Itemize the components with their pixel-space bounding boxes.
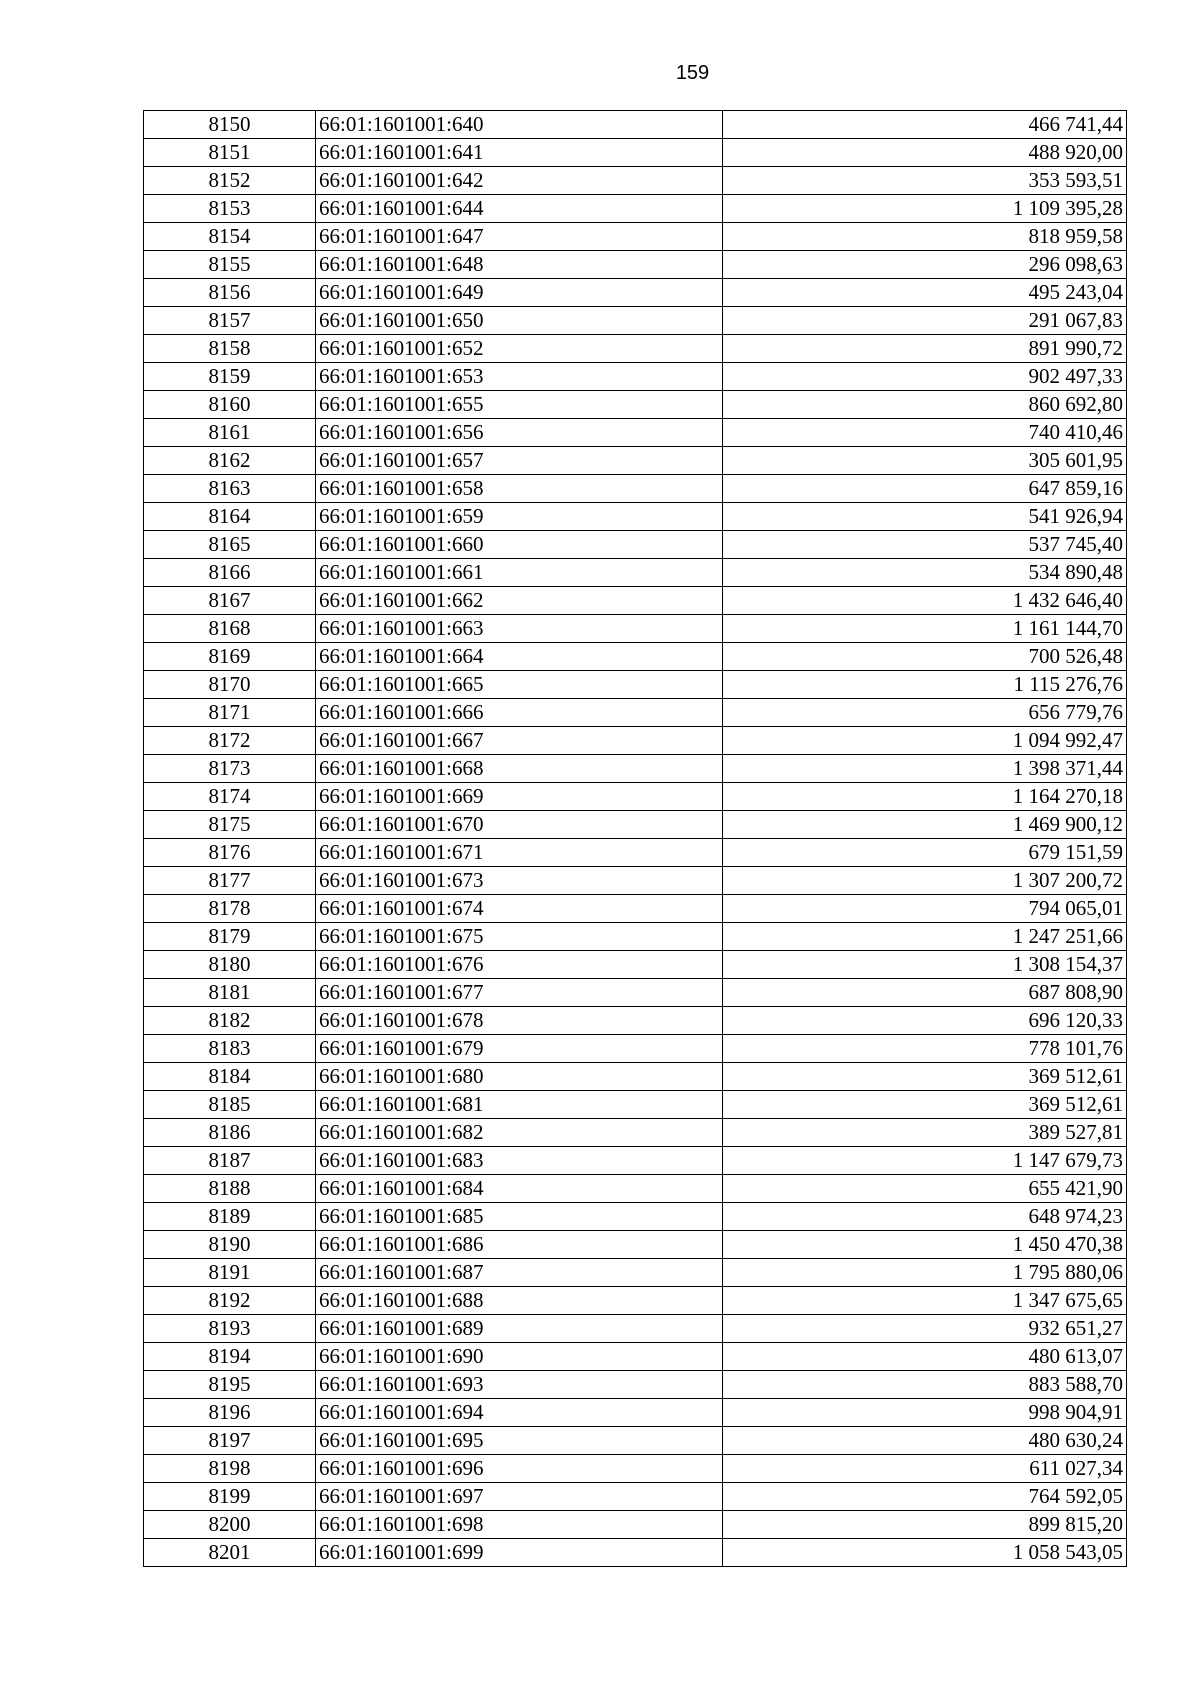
table-row: [144, 1315, 1127, 1343]
cadastral-number-cell: 66:01:1601001:697: [316, 1483, 723, 1511]
cadastral-number-cell: 66:01:1601001:695: [316, 1427, 723, 1455]
cadastral-value-cell: 778 101,76: [723, 1035, 1127, 1063]
row-number-cell: 8182: [144, 1007, 316, 1035]
table-row: [144, 699, 1127, 727]
cadastral-value-cell: 369 512,61: [723, 1063, 1127, 1091]
cadastral-value-cell: 655 421,90: [723, 1175, 1127, 1203]
table-row: [144, 475, 1127, 503]
cadastral-number-cell: 66:01:1601001:662: [316, 587, 723, 615]
row-number-cell: 8178: [144, 895, 316, 923]
table-row: [144, 727, 1127, 755]
table-row: [144, 1035, 1127, 1063]
row-number-cell: 8166: [144, 559, 316, 587]
row-number-cell: 8157: [144, 307, 316, 335]
row-number-cell: 8181: [144, 979, 316, 1007]
row-number-cell: 8155: [144, 251, 316, 279]
cadastral-number-cell: 66:01:1601001:660: [316, 531, 723, 559]
cadastral-number-cell: 66:01:1601001:693: [316, 1371, 723, 1399]
cadastral-value-cell: 899 815,20: [723, 1511, 1127, 1539]
row-number-cell: 8186: [144, 1119, 316, 1147]
row-number-cell: 8169: [144, 643, 316, 671]
cadastral-value-cell: 1 115 276,76: [723, 671, 1127, 699]
cadastral-value-cell: 656 779,76: [723, 699, 1127, 727]
cadastral-number-cell: 66:01:1601001:661: [316, 559, 723, 587]
row-number-cell: 8165: [144, 531, 316, 559]
cadastral-number-cell: 66:01:1601001:656: [316, 419, 723, 447]
row-number-cell: 8171: [144, 699, 316, 727]
cadastral-number-cell: 66:01:1601001:650: [316, 307, 723, 335]
row-number-cell: 8194: [144, 1343, 316, 1371]
cadastral-value-cell: 818 959,58: [723, 223, 1127, 251]
table-row: [144, 279, 1127, 307]
cadastral-value-cell: 794 065,01: [723, 895, 1127, 923]
table-row: [144, 783, 1127, 811]
table-row: [144, 1203, 1127, 1231]
table-row: [144, 1119, 1127, 1147]
table-row: [144, 1091, 1127, 1119]
row-number-cell: 8159: [144, 363, 316, 391]
row-number-cell: 8197: [144, 1427, 316, 1455]
cadastral-value-cell: 679 151,59: [723, 839, 1127, 867]
cadastral-number-cell: 66:01:1601001:663: [316, 615, 723, 643]
row-number-cell: 8195: [144, 1371, 316, 1399]
table-row: [144, 363, 1127, 391]
table-row: [144, 1175, 1127, 1203]
cadastral-value-cell: 305 601,95: [723, 447, 1127, 475]
table-row: [144, 1063, 1127, 1091]
row-number-cell: 8170: [144, 671, 316, 699]
cadastral-value-cell: 1 432 646,40: [723, 587, 1127, 615]
cadastral-number-cell: 66:01:1601001:683: [316, 1147, 723, 1175]
table-row: [144, 923, 1127, 951]
cadastral-number-cell: 66:01:1601001:685: [316, 1203, 723, 1231]
cadastral-number-cell: 66:01:1601001:647: [316, 223, 723, 251]
row-number-cell: 8167: [144, 587, 316, 615]
table-row: [144, 1483, 1127, 1511]
cadastral-number-cell: 66:01:1601001:655: [316, 391, 723, 419]
cadastral-value-cell: 740 410,46: [723, 419, 1127, 447]
table-row: [144, 587, 1127, 615]
row-number-cell: 8168: [144, 615, 316, 643]
cadastral-number-cell: 66:01:1601001:694: [316, 1399, 723, 1427]
cadastral-value-cell: 480 630,24: [723, 1427, 1127, 1455]
cadastral-value-cell: 1 109 395,28: [723, 195, 1127, 223]
row-number-cell: 8156: [144, 279, 316, 307]
row-number-cell: 8191: [144, 1259, 316, 1287]
cadastral-number-cell: 66:01:1601001:681: [316, 1091, 723, 1119]
cadastral-value-cell: 860 692,80: [723, 391, 1127, 419]
row-number-cell: 8164: [144, 503, 316, 531]
table-row: [144, 867, 1127, 895]
table-row: [144, 167, 1127, 195]
cadastral-value-cell: 1 398 371,44: [723, 755, 1127, 783]
table-row: [144, 671, 1127, 699]
row-number-cell: 8172: [144, 727, 316, 755]
cadastral-number-cell: 66:01:1601001:676: [316, 951, 723, 979]
table-row: [144, 391, 1127, 419]
table-row: [144, 531, 1127, 559]
cadastral-number-cell: 66:01:1601001:686: [316, 1231, 723, 1259]
table-row: [144, 1539, 1127, 1567]
cadastral-value-cell: 1 308 154,37: [723, 951, 1127, 979]
table-row: [144, 1511, 1127, 1539]
cadastral-value-cell: 998 904,91: [723, 1399, 1127, 1427]
cadastral-number-cell: 66:01:1601001:640: [316, 111, 723, 139]
cadastral-number-cell: 66:01:1601001:671: [316, 839, 723, 867]
table-row: [144, 419, 1127, 447]
cadastral-value-cell: 696 120,33: [723, 1007, 1127, 1035]
cadastral-number-cell: 66:01:1601001:688: [316, 1287, 723, 1315]
row-number-cell: 8175: [144, 811, 316, 839]
cadastral-value-cell: 1 094 992,47: [723, 727, 1127, 755]
cadastral-number-cell: 66:01:1601001:677: [316, 979, 723, 1007]
row-number-cell: 8189: [144, 1203, 316, 1231]
table-row: [144, 559, 1127, 587]
row-number-cell: 8158: [144, 335, 316, 363]
cadastral-value-cell: 541 926,94: [723, 503, 1127, 531]
cadastral-number-cell: 66:01:1601001:684: [316, 1175, 723, 1203]
cadastral-value-cell: 488 920,00: [723, 139, 1127, 167]
row-number-cell: 8200: [144, 1511, 316, 1539]
row-number-cell: 8180: [144, 951, 316, 979]
row-number-cell: 8162: [144, 447, 316, 475]
cadastral-number-cell: 66:01:1601001:666: [316, 699, 723, 727]
cadastral-value-table: [143, 110, 1127, 1567]
cadastral-value-cell: 291 067,83: [723, 307, 1127, 335]
table-row: [144, 111, 1127, 139]
cadastral-number-cell: 66:01:1601001:641: [316, 139, 723, 167]
table-row: [144, 139, 1127, 167]
cadastral-value-cell: 687 808,90: [723, 979, 1127, 1007]
row-number-cell: 8179: [144, 923, 316, 951]
row-number-cell: 8161: [144, 419, 316, 447]
table-row: [144, 1455, 1127, 1483]
cadastral-value-cell: 764 592,05: [723, 1483, 1127, 1511]
table-row: [144, 1007, 1127, 1035]
cadastral-number-cell: 66:01:1601001:670: [316, 811, 723, 839]
cadastral-value-cell: 1 795 880,06: [723, 1259, 1127, 1287]
cadastral-number-cell: 66:01:1601001:682: [316, 1119, 723, 1147]
cadastral-number-cell: 66:01:1601001:687: [316, 1259, 723, 1287]
row-number-cell: 8192: [144, 1287, 316, 1315]
cadastral-value-cell: 369 512,61: [723, 1091, 1127, 1119]
cadastral-number-cell: 66:01:1601001:653: [316, 363, 723, 391]
cadastral-number-cell: 66:01:1601001:690: [316, 1343, 723, 1371]
cadastral-number-cell: 66:01:1601001:648: [316, 251, 723, 279]
table-row: [144, 1371, 1127, 1399]
cadastral-value-cell: 466 741,44: [723, 111, 1127, 139]
cadastral-number-cell: 66:01:1601001:680: [316, 1063, 723, 1091]
cadastral-value-cell: 1 161 144,70: [723, 615, 1127, 643]
cadastral-number-cell: 66:01:1601001:698: [316, 1511, 723, 1539]
table-row: [144, 643, 1127, 671]
table-row: [144, 251, 1127, 279]
cadastral-number-cell: 66:01:1601001:665: [316, 671, 723, 699]
cadastral-number-cell: 66:01:1601001:659: [316, 503, 723, 531]
cadastral-number-cell: 66:01:1601001:669: [316, 783, 723, 811]
cadastral-value-cell: 883 588,70: [723, 1371, 1127, 1399]
row-number-cell: 8163: [144, 475, 316, 503]
table-row: [144, 755, 1127, 783]
cadastral-value-cell: 1 247 251,66: [723, 923, 1127, 951]
row-number-cell: 8151: [144, 139, 316, 167]
cadastral-value-cell: 1 450 470,38: [723, 1231, 1127, 1259]
cadastral-value-cell: 1 307 200,72: [723, 867, 1127, 895]
table-row: [144, 615, 1127, 643]
row-number-cell: 8201: [144, 1539, 316, 1567]
row-number-cell: 8160: [144, 391, 316, 419]
cadastral-value-cell: 1 469 900,12: [723, 811, 1127, 839]
cadastral-value-cell: 296 098,63: [723, 251, 1127, 279]
table-row: [144, 1287, 1127, 1315]
cadastral-number-cell: 66:01:1601001:679: [316, 1035, 723, 1063]
cadastral-number-cell: 66:01:1601001:674: [316, 895, 723, 923]
row-number-cell: 8196: [144, 1399, 316, 1427]
cadastral-number-cell: 66:01:1601001:675: [316, 923, 723, 951]
table-row: [144, 1399, 1127, 1427]
table-row: [144, 1343, 1127, 1371]
cadastral-value-cell: 389 527,81: [723, 1119, 1127, 1147]
cadastral-value-cell: 1 347 675,65: [723, 1287, 1127, 1315]
table-row: [144, 1147, 1127, 1175]
row-number-cell: 8193: [144, 1315, 316, 1343]
row-number-cell: 8176: [144, 839, 316, 867]
cadastral-number-cell: 66:01:1601001:689: [316, 1315, 723, 1343]
table-row: [144, 1427, 1127, 1455]
table-row: [144, 811, 1127, 839]
table-row: [144, 895, 1127, 923]
cadastral-value-cell: 1 164 270,18: [723, 783, 1127, 811]
cadastral-value-cell: 611 027,34: [723, 1455, 1127, 1483]
table-row: [144, 1231, 1127, 1259]
cadastral-value-cell: 480 613,07: [723, 1343, 1127, 1371]
cadastral-value-cell: 534 890,48: [723, 559, 1127, 587]
table-row: [144, 503, 1127, 531]
cadastral-value-cell: 495 243,04: [723, 279, 1127, 307]
cadastral-value-cell: 353 593,51: [723, 167, 1127, 195]
cadastral-number-cell: 66:01:1601001:667: [316, 727, 723, 755]
cadastral-value-cell: 537 745,40: [723, 531, 1127, 559]
cadastral-number-cell: 66:01:1601001:673: [316, 867, 723, 895]
table-row: [144, 307, 1127, 335]
row-number-cell: 8199: [144, 1483, 316, 1511]
table-row: [144, 195, 1127, 223]
cadastral-number-cell: 66:01:1601001:649: [316, 279, 723, 307]
row-number-cell: 8185: [144, 1091, 316, 1119]
table-row: [144, 1259, 1127, 1287]
table-row: [144, 447, 1127, 475]
table-row: [144, 335, 1127, 363]
table-body: [144, 111, 1127, 1567]
row-number-cell: 8173: [144, 755, 316, 783]
cadastral-number-cell: 66:01:1601001:699: [316, 1539, 723, 1567]
cadastral-number-cell: 66:01:1601001:658: [316, 475, 723, 503]
cadastral-number-cell: 66:01:1601001:696: [316, 1455, 723, 1483]
cadastral-value-cell: 902 497,33: [723, 363, 1127, 391]
cadastral-number-cell: 66:01:1601001:644: [316, 195, 723, 223]
cadastral-number-cell: 66:01:1601001:642: [316, 167, 723, 195]
row-number-cell: 8154: [144, 223, 316, 251]
row-number-cell: 8184: [144, 1063, 316, 1091]
row-number-cell: 8153: [144, 195, 316, 223]
cadastral-number-cell: 66:01:1601001:657: [316, 447, 723, 475]
cadastral-value-cell: 891 990,72: [723, 335, 1127, 363]
page-number: 159: [675, 62, 710, 84]
cadastral-value-cell: 932 651,27: [723, 1315, 1127, 1343]
row-number-cell: 8187: [144, 1147, 316, 1175]
row-number-cell: 8190: [144, 1231, 316, 1259]
table-row: [144, 223, 1127, 251]
cadastral-value-cell: 1 058 543,05: [723, 1539, 1127, 1567]
row-number-cell: 8150: [144, 111, 316, 139]
cadastral-number-cell: 66:01:1601001:668: [316, 755, 723, 783]
row-number-cell: 8183: [144, 1035, 316, 1063]
row-number-cell: 8152: [144, 167, 316, 195]
table-row: [144, 979, 1127, 1007]
cadastral-value-cell: 648 974,23: [723, 1203, 1127, 1231]
cadastral-value-cell: 700 526,48: [723, 643, 1127, 671]
table-row: [144, 839, 1127, 867]
row-number-cell: 8174: [144, 783, 316, 811]
cadastral-value-cell: 647 859,16: [723, 475, 1127, 503]
table-row: [144, 951, 1127, 979]
cadastral-value-cell: 1 147 679,73: [723, 1147, 1127, 1175]
row-number-cell: 8188: [144, 1175, 316, 1203]
cadastral-number-cell: 66:01:1601001:652: [316, 335, 723, 363]
cadastral-number-cell: 66:01:1601001:664: [316, 643, 723, 671]
row-number-cell: 8198: [144, 1455, 316, 1483]
row-number-cell: 8177: [144, 867, 316, 895]
cadastral-number-cell: 66:01:1601001:678: [316, 1007, 723, 1035]
